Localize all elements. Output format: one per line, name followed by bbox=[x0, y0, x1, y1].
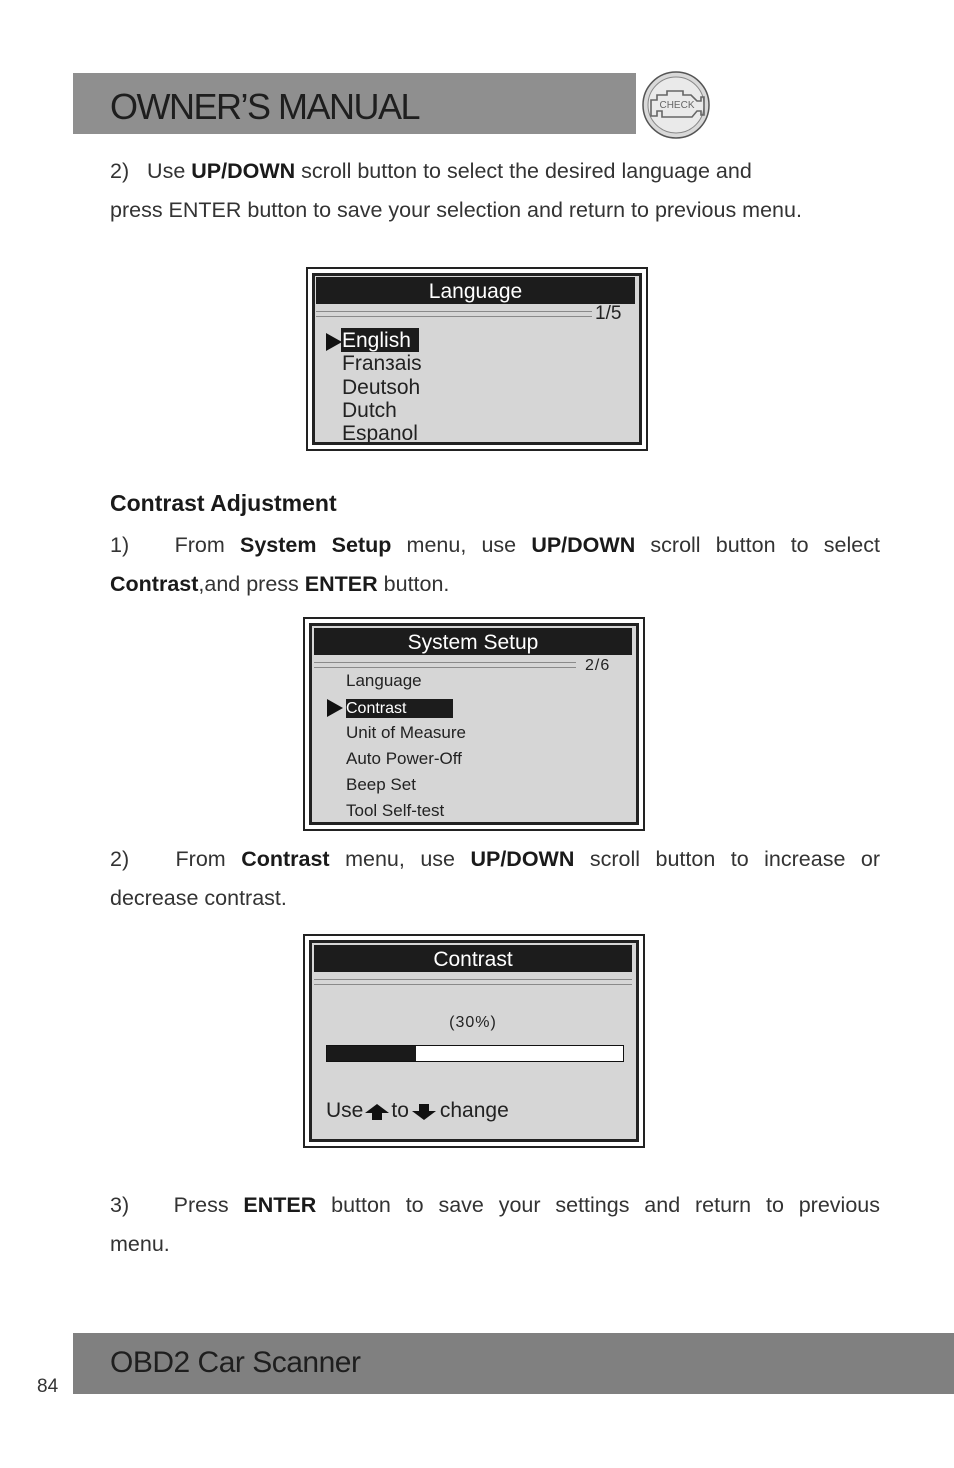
contrast-step1-text: 1) From System Setup menu, use UP/DOWN scroll button to select Contrast,and press ENTER button. bbox=[110, 533, 880, 596]
contrast-step3-text: 3) Press ENTER button to save your settings and return to previous menu. bbox=[110, 1193, 880, 1256]
menu-item-language[interactable]: Language bbox=[346, 671, 422, 690]
system-setup-screen bbox=[303, 617, 645, 831]
menu-item-auto-power-off[interactable]: Auto Power-Off bbox=[346, 749, 462, 768]
manual-title: OWNER’S MANUAL bbox=[110, 86, 420, 127]
language-item[interactable]: Franзais bbox=[342, 352, 422, 375]
menu-item-unit-of-measure[interactable]: Unit of Measure bbox=[346, 723, 466, 742]
contrast-level-bar[interactable] bbox=[326, 1045, 624, 1062]
divider bbox=[314, 979, 632, 985]
check-engine-icon bbox=[641, 70, 711, 140]
change-hint: Use to change bbox=[326, 1099, 509, 1122]
menu-item-tool-self-test[interactable]: Tool Self-test bbox=[346, 801, 445, 820]
divider bbox=[314, 662, 576, 668]
divider bbox=[316, 311, 592, 317]
contrast-level-fill bbox=[327, 1046, 416, 1061]
selection-arrow-icon bbox=[327, 699, 343, 717]
page-number: 84 bbox=[37, 1376, 59, 1397]
menu-item-contrast[interactable]: Contrast bbox=[346, 699, 453, 718]
up-arrow-icon bbox=[364, 1101, 390, 1121]
language-item[interactable]: Dutch bbox=[342, 399, 397, 422]
contrast-screen bbox=[303, 934, 645, 1148]
language-item[interactable]: Deutsoh bbox=[342, 376, 421, 399]
section-heading: Contrast Adjustment bbox=[110, 490, 337, 516]
screen-title: Language bbox=[316, 277, 635, 304]
language-item-english[interactable]: English bbox=[341, 328, 419, 352]
page-indicator: 2/6 bbox=[585, 657, 611, 674]
screen-title: Contrast bbox=[314, 945, 632, 972]
screen-title: System Setup bbox=[314, 628, 632, 655]
menu-item-beep-set[interactable]: Beep Set bbox=[346, 775, 416, 794]
contrast-step2-text: 2) From Contrast menu, use UP/DOWN scroll button to increase or decrease contrast. bbox=[110, 847, 881, 910]
product-title: OBD2 Car Scanner bbox=[110, 1346, 361, 1379]
contrast-percent: (30%) bbox=[449, 1014, 497, 1031]
check-label: CHECK bbox=[659, 100, 695, 111]
language-screen bbox=[306, 267, 648, 451]
language-step-text: 2) Use UP/DOWN scroll button to select the desired language and press ENTER button to save your selection and return to previous menu. bbox=[110, 159, 802, 222]
page-indicator: 1/5 bbox=[595, 303, 622, 324]
down-arrow-icon bbox=[411, 1101, 437, 1121]
selection-arrow-icon bbox=[326, 333, 342, 351]
language-item[interactable]: Espanol bbox=[342, 422, 418, 445]
